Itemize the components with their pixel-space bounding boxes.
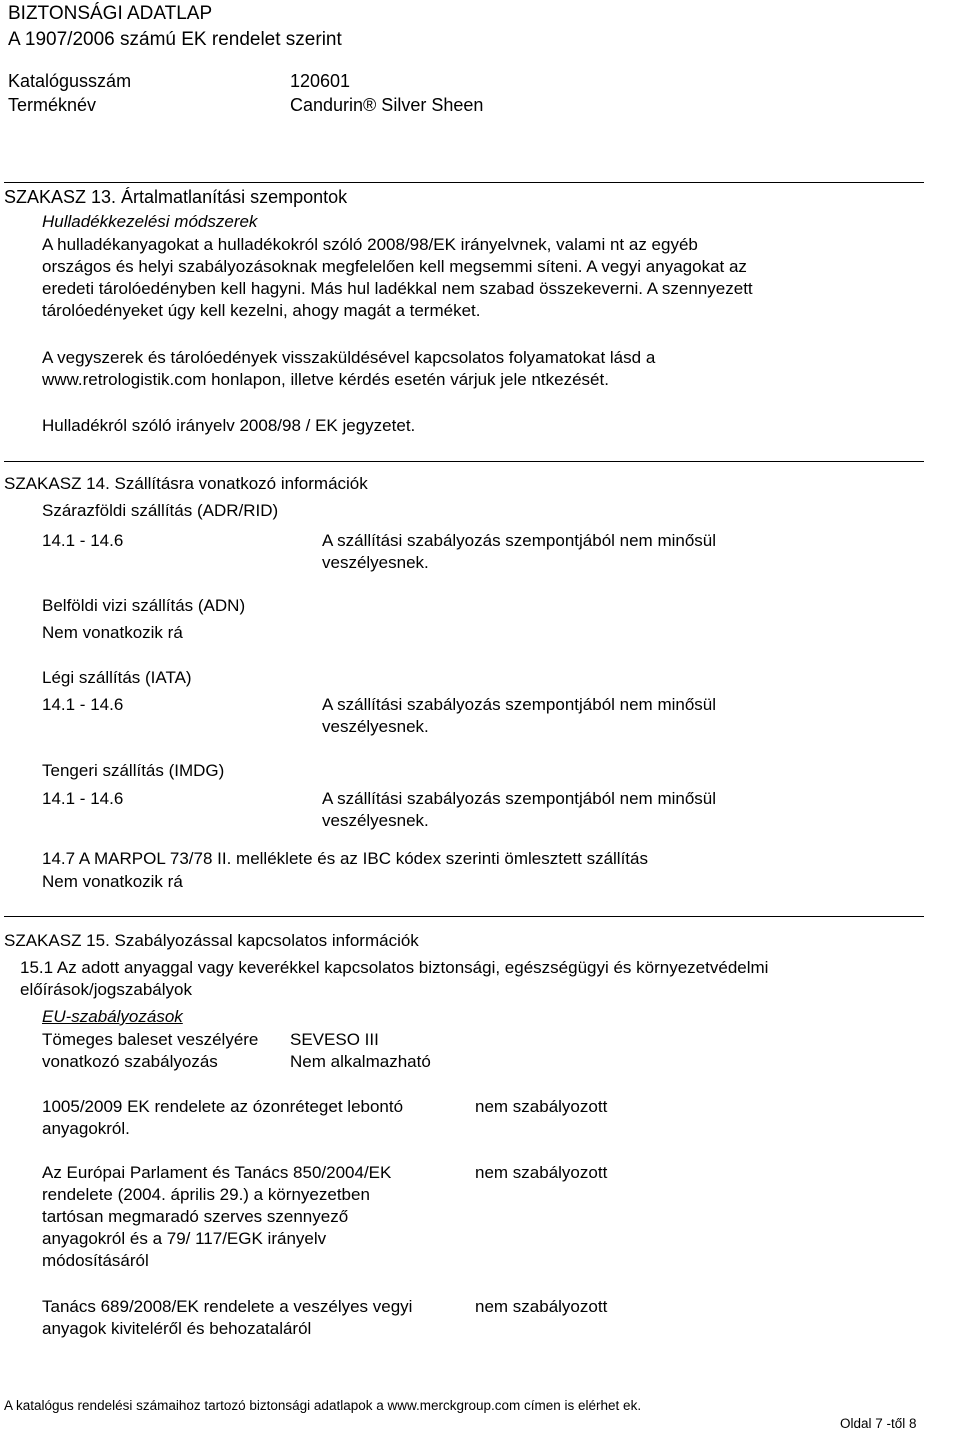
sea-status: A szállítási szabályozás szempontjából nem minősül veszélyesnek. [322,789,717,830]
section-13-heading: SZAKASZ 13. Ártalmatlanítási szempontok [4,187,348,207]
catalog-value: 120601 [290,71,351,91]
regulation-pop-value: nem szabályozott [475,1163,608,1182]
section-15-1-title: 15.1 Az adott anyaggal vagy keverékkel kapcsolatos biztonsági, egészségügyi és környezetvédelmi előírások/jogszabályok [20,958,769,999]
road-range: 14.1 - 14.6 [42,531,124,550]
section-divider [4,461,924,462]
catalog-label: Katalógusszám [8,71,132,91]
section-divider [4,916,924,917]
document-subtitle: A 1907/2006 számú EK rendelet szerint [8,29,342,50]
regulation-ozone-label: 1005/2009 EK rendelete az ózonréteget lebontó anyagokról. [42,1097,404,1138]
product-label: Terméknév [8,95,97,115]
regulation-pop-label: Az Európai Parlament és Tanács 850/2004/EK rendelete (2004. április 29.) a környezetben tartósan megmaradó szerves szennyező anyagokról és a 79/ 117/EGK irányelv módosításáról [42,1163,392,1270]
seveso-value: SEVESO III Nem alkalmazható [290,1030,431,1071]
section-divider [4,182,924,183]
marpol-title: 14.7 A MARPOL 73/78 II. melléklete és az IBC kódex szerinti ömlesztett szállítás [42,849,648,868]
inland-water-text: Nem vonatkozik rá [42,623,183,642]
section-14-heading: SZAKASZ 14. Szállításra vonatkozó információk [4,474,368,493]
document-title: BIZTONSÁGI ADATLAP [8,3,213,24]
air-transport-title: Légi szállítás (IATA) [42,668,192,687]
page-number: Oldal 7 -től 8 [840,1416,917,1431]
marpol-text: Nem vonatkozik rá [42,872,183,891]
road-status: A szállítási szabályozás szempontjából nem minősül veszélyesnek. [322,531,717,572]
regulation-export-label: Tanács 689/2008/EK rendelete a veszélyes vegyi anyagok kiviteléről és behozataláról [42,1297,413,1338]
sea-transport-title: Tengeri szállítás (IMDG) [42,761,225,780]
waste-paragraph-1: A hulladékanyagokat a hulladékokról szóló 2008/98/EK irányelvnek, valami nt az egyéb országos és helyi szabályozásoknak megfelelően kell megsemmi síteni. A vegyi anyagokat az eredeti tárolóedényben kell hagyni. Más hul ladékkal nem szabad összekeverni. A szennyezett tárolóedényeket úgy kell kezelni, ahogy magát a terméket. [42,235,753,320]
eu-regulations-label: EU-szabályozások [42,1007,183,1026]
regulation-ozone-value: nem szabályozott [475,1097,608,1116]
waste-methods-subheading: Hulladékkezelési módszerek [42,212,258,231]
footer-note: A katalógus rendelési számaihoz tartozó biztonsági adatlapok a www.merckgroup.com címen is elérhet ek. [4,1398,642,1413]
air-range: 14.1 - 14.6 [42,695,124,714]
product-value: Candurin® Silver Sheen [290,95,484,115]
sea-range: 14.1 - 14.6 [42,789,124,808]
section-15-heading: SZAKASZ 15. Szabályozással kapcsolatos információk [4,931,419,950]
inland-water-title: Belföldi vizi szállítás (ADN) [42,596,246,615]
road-transport-title: Szárazföldi szállítás (ADR/RID) [42,501,279,520]
waste-paragraph-3: Hulladékról szóló irányelv 2008/98 / EK jegyzetet. [42,416,416,435]
regulation-export-value: nem szabályozott [475,1297,608,1316]
seveso-label: Tömeges baleset veszélyére vonatkozó szabályozás [42,1030,259,1071]
waste-paragraph-2: A vegyszerek és tárolóedények visszaküldésével kapcsolatos folyamatokat lásd a www.retrologistik.com honlapon, illetve kérdés esetén várjuk jele ntkezését. [42,348,656,389]
air-status: A szállítási szabályozás szempontjából nem minősül veszélyesnek. [322,695,717,736]
